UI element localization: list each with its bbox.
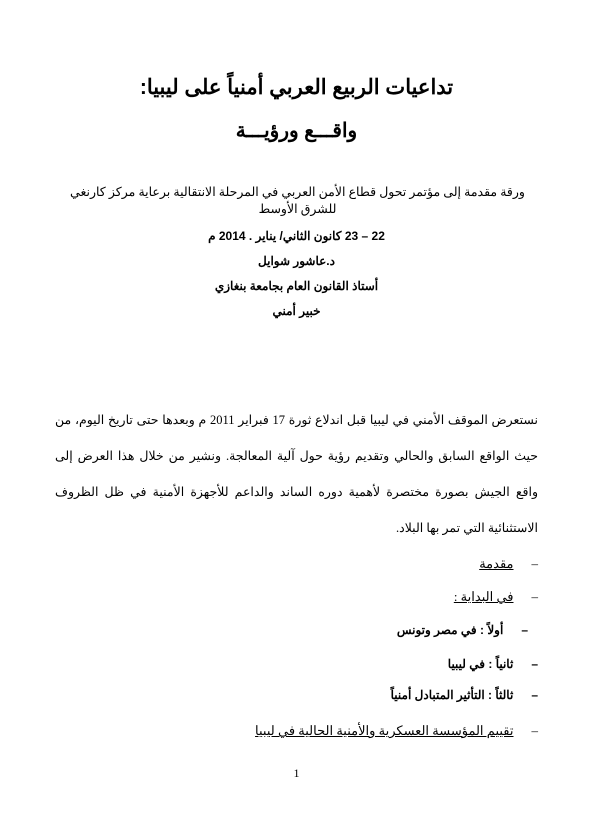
toc-item-introduction <box>479 556 538 572</box>
toc-item-label: ثالثاً : التأثير المتبادل أمنياً <box>390 688 514 702</box>
toc-item-label: مقدمة <box>479 556 514 571</box>
document-author: د.عاشور شوايل <box>258 254 335 268</box>
toc-item-libya <box>448 657 538 671</box>
toc-dash: – <box>531 723 538 738</box>
toc-item-beginning <box>454 589 538 605</box>
document-subtitle: ورقة مقدمة إلى مؤتمر تحول قطاع الأمن العربي في المرحلة الانتقالية برعاية مركز كارنغي للشرق الأوسط <box>70 185 525 216</box>
document-title-line1: تداعيات الربيع العربي أمنياً على ليبيا: <box>139 76 454 99</box>
toc-item-label: في البداية : <box>453 589 514 604</box>
document-affiliation: أستاذ القانون العام بجامعة بنغازي <box>214 279 379 293</box>
toc-dash: – <box>531 688 538 702</box>
toc-dash: – <box>531 556 538 571</box>
toc-item-label: ثانياً : في ليبيا <box>447 657 514 671</box>
toc-dash: – <box>521 623 528 637</box>
intro-paragraph: نستعرض الموقف الأمني في ليبيا قبل اندلاع ثورة 17 فبراير 2011 م وبعدها حتى تاريخ اليوم، من حيث الواقع السابق والحالي وتقديم رؤية حول آلية المعالجة. ونشير من خلال هذا العرض إلى واقع الجيش بصورة مختصرة لأهمية دوره الساند والداعم للأجهزة الأمنية في ظل الظروف الاستثنائية التي تمر بها البلاد. <box>55 413 538 535</box>
document-date: 22 – 23 كانون الثاني/ يناير . 2014 م <box>208 229 385 243</box>
toc-item-label: أولاً : في مصر وتونس <box>396 623 504 637</box>
page-number: 1 <box>293 766 300 780</box>
toc-item-egypt-tunisia <box>397 623 528 637</box>
toc-dash: – <box>531 657 538 671</box>
document-title-line2: واقـــع ورؤيـــة <box>235 120 358 142</box>
toc-item-mutual-impact <box>391 688 538 702</box>
document-role: خبير أمني <box>272 304 321 318</box>
toc-dash: – <box>531 589 538 604</box>
toc-item-label: تقييم المؤسسة العسكرية والأمنية الحالية في ليبيا <box>255 723 514 738</box>
toc-item-evaluation <box>255 723 538 739</box>
